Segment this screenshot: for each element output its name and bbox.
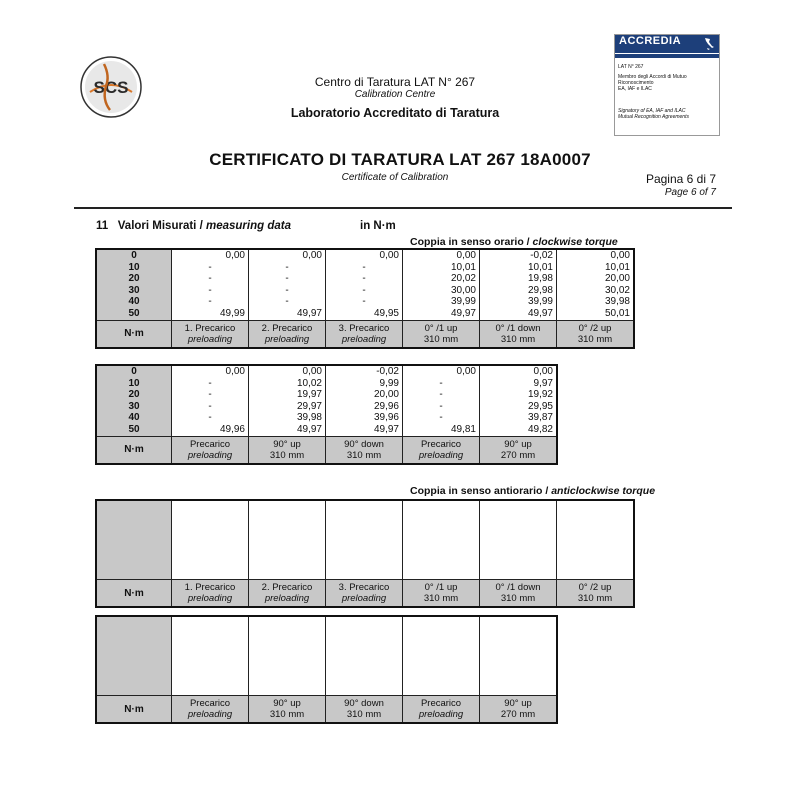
column-header [403,696,480,724]
data-cell: - [285,296,289,308]
data-cell: 39,99 [527,296,553,308]
page-number: Pagina 6 di 7 [645,172,716,186]
column-label-en: 270 mm [500,709,536,720]
column-header [326,320,403,348]
row-label: 0 [131,250,137,261]
column-label: 1. Precarico [184,582,236,593]
data-row [96,616,557,696]
column-header [326,580,403,608]
column-header [480,436,558,464]
footer-row [96,436,557,464]
data-cell: - [208,400,212,412]
column-header [172,436,249,464]
data-cell: 10,01 [604,261,630,273]
column-header [480,320,557,348]
column-label-en: preloading [418,709,464,720]
accredia-badge [614,34,720,136]
column-header [172,580,249,608]
svg-text:SCS: SCS [93,78,129,97]
data-column [557,249,635,320]
column-label: 90° up [504,438,532,450]
data-column [172,365,249,436]
data-column [172,616,249,696]
column-label-en: 310 mm [346,449,382,461]
data-cell: 49,97 [450,307,476,319]
data-cell: 39,96 [373,412,399,424]
column-header [403,436,480,464]
anticlockwise-table-1 [95,499,635,608]
accredia-brand: ACCREDIA [619,35,682,47]
column-header [557,320,635,348]
column-header [403,320,480,348]
row-label-column [96,616,172,696]
centre-name-en: Calibration Centre [354,89,436,100]
data-cell: 19,92 [527,389,553,401]
data-cell: 0,00 [533,366,553,377]
data-cell: 9,99 [379,377,399,389]
column-label: 90° down [344,438,384,450]
caption-en: anticlockwise torque [551,485,656,497]
column-label: 90° up [504,698,532,709]
data-cell: - [208,412,212,424]
data-cell: 49,97 [527,307,553,319]
data-column [557,500,635,580]
certificate-title: CERTIFICATO DI TARATURA LAT 267 18A0007 [209,150,591,169]
scs-logo [80,56,142,118]
data-cell: 0,00 [456,366,476,377]
data-cell: 0,00 [302,366,322,377]
column-label-en: preloading [264,333,310,345]
data-cell: 0,00 [456,250,476,261]
data-cell: - [208,284,212,296]
caption-it: Coppia in senso antiorario / [410,485,552,497]
data-cell: - [439,389,443,401]
data-column [326,365,403,436]
column-header [249,696,326,724]
page-number-en: Page 6 of 7 [664,187,716,198]
data-cell: 0,00 [302,250,322,261]
data-cell: 10,01 [527,261,553,273]
accredia-line: LAT N° 267 [618,64,644,70]
data-cell: - [362,261,366,273]
column-label-en: 310 mm [423,593,459,604]
italy-map-icon [703,37,715,51]
data-cell: - [439,377,443,389]
data-cell: 50,01 [604,307,630,319]
data-cell: - [439,400,443,412]
data-cell: 10,02 [296,377,322,389]
row-label: 20 [128,389,140,401]
row-label-column [96,365,172,436]
data-cell: 39,98 [296,412,322,424]
data-cell: 49,82 [527,423,553,435]
row-label: 10 [128,261,140,273]
row-label: 40 [128,412,140,424]
data-column [249,616,326,696]
data-column [480,616,558,696]
data-cell: 29,98 [527,284,553,296]
data-cell: 49,99 [219,307,245,319]
section-title-en: measuring data [205,220,291,232]
column-label: 0° /1 up [424,582,458,593]
row-label: 10 [128,377,140,389]
column-label-en: preloading [187,333,233,345]
column-label: 3. Precarico [338,582,390,593]
data-cell: - [362,273,366,285]
column-label: 3. Precarico [338,322,390,334]
data-cell: 29,95 [527,400,553,412]
anticlockwise-caption [410,485,655,497]
data-cell: 20,02 [450,273,476,285]
unit-cell: N·m [96,320,172,348]
data-cell: 49,97 [296,423,322,435]
unit-label: in N·m [360,220,396,232]
column-header [403,580,480,608]
data-cell: - [208,296,212,308]
data-column [480,500,557,580]
data-column [172,249,249,320]
data-column [249,365,326,436]
column-label-en: preloading [341,593,387,604]
column-header [249,320,326,348]
footer-row [96,696,557,724]
data-cell: 49,96 [219,423,245,435]
unit-cell: N·m [96,696,172,724]
row-label: 40 [128,296,140,308]
column-header [249,436,326,464]
data-cell: 30,00 [450,284,476,296]
data-column [326,249,403,320]
column-header [326,436,403,464]
column-label-en: preloading [341,333,387,345]
data-cell: 10,01 [450,261,476,273]
accredia-line: Riconoscimento [618,80,654,86]
data-cell: - [362,296,366,308]
data-cell: 0,00 [379,250,399,261]
column-header [172,696,249,724]
column-label-en: 310 mm [577,593,613,604]
clockwise-caption [410,236,618,248]
data-row [96,249,634,320]
column-label: 0° /2 up [578,582,612,593]
column-label: 1. Precarico [184,322,236,334]
data-column [480,249,557,320]
column-label-en: 310 mm [500,333,536,345]
column-label: Precarico [420,698,462,709]
unit-cell: N·m [96,436,172,464]
data-column [326,616,403,696]
column-label-en: 310 mm [346,709,382,720]
data-cell: 29,96 [373,400,399,412]
data-cell: - [208,377,212,389]
column-label-en: 310 mm [500,593,536,604]
column-label: 2. Precarico [261,582,313,593]
column-header [480,580,557,608]
data-cell: 20,00 [604,273,630,285]
clockwise-table-2 [95,364,558,465]
row-label: 50 [128,307,140,319]
column-header [172,320,249,348]
data-cell: - [285,261,289,273]
row-label-column [96,500,172,580]
accredia-line: Membro degli Accordi di Mutuo [618,74,687,80]
data-cell: - [208,273,212,285]
row-label: 0 [131,366,137,377]
data-cell: - [362,284,366,296]
row-label: 30 [128,400,140,412]
data-cell: 9,97 [533,377,553,389]
data-cell: 49,81 [450,423,476,435]
accredia-line: Mutual Recognition Agreements [618,114,689,120]
data-column [172,500,249,580]
column-label-en: 310 mm [269,449,305,461]
data-cell: 19,97 [296,389,322,401]
column-header [326,696,403,724]
data-cell: 49,95 [373,307,399,319]
column-header [480,696,558,724]
data-cell: -0,02 [376,366,399,377]
row-label-column [96,249,172,320]
data-cell: 0,00 [610,250,630,261]
data-cell: 39,98 [604,296,630,308]
column-label: Precarico [420,438,462,450]
data-cell: -0,02 [530,250,553,261]
accredia-line: Signatory of EA, IAF and ILAC [618,108,686,114]
accredia-line: EA, IAF e ILAC [618,86,652,92]
data-cell: - [208,261,212,273]
data-column [403,500,480,580]
data-cell: 29,97 [296,400,322,412]
data-column [403,249,480,320]
column-label: 90° up [273,698,301,709]
column-header [557,580,635,608]
data-cell: 49,97 [373,423,399,435]
section-number: 11 [96,220,109,232]
data-cell: 19,98 [527,273,553,285]
data-cell: 20,00 [373,389,399,401]
centre-name: Centro di Taratura LAT N° 267 [314,75,476,89]
section-title [96,220,291,232]
column-label: 2. Precarico [261,322,313,334]
column-label: 90° down [344,698,384,709]
certificate-subtitle: Certificate of Calibration [341,172,449,183]
data-column [249,500,326,580]
column-label-en: preloading [187,709,233,720]
data-column [480,365,558,436]
data-cell: 39,87 [527,412,553,424]
column-label: 0° /1 down [495,582,541,593]
column-label-en: 270 mm [500,449,536,461]
column-label: 0° /1 up [424,322,458,334]
column-label-en: 310 mm [577,333,613,345]
column-label-en: 310 mm [423,333,459,345]
data-cell: 0,00 [225,250,245,261]
lab-name: Laboratorio Accreditato di Taratura [290,106,500,120]
caption-en: clockwise torque [532,236,618,248]
clockwise-table-1 [95,248,635,349]
data-cell: 49,97 [296,307,322,319]
caption-it: Coppia in senso orario / [410,236,533,248]
section-title-it: Valori Misurati / [117,220,206,232]
column-label: 90° up [273,438,301,450]
data-cell: 39,99 [450,296,476,308]
data-column [403,365,480,436]
anticlockwise-table-2 [95,615,558,724]
divider [74,207,732,209]
footer-row [96,580,634,608]
row-label: 20 [128,273,140,285]
column-label-en: preloading [187,593,233,604]
column-label-en: preloading [418,449,464,461]
column-label: 0° /1 down [495,322,541,334]
unit-cell: N·m [96,580,172,608]
data-cell: - [439,412,443,424]
column-header [249,580,326,608]
data-cell: - [285,284,289,296]
data-column [403,616,480,696]
column-label-en: 310 mm [269,709,305,720]
data-cell: 30,02 [604,284,630,296]
row-label: 50 [128,423,140,435]
data-row [96,365,557,436]
data-row [96,500,634,580]
data-cell: 0,00 [225,366,245,377]
column-label: Precarico [189,438,231,450]
column-label-en: preloading [264,593,310,604]
data-cell: - [285,273,289,285]
data-column [326,500,403,580]
footer-row [96,320,634,348]
row-label: 30 [128,284,140,296]
column-label: Precarico [189,698,231,709]
column-label-en: preloading [187,449,233,461]
data-cell: - [208,389,212,401]
column-label: 0° /2 up [578,322,612,334]
data-column [249,249,326,320]
